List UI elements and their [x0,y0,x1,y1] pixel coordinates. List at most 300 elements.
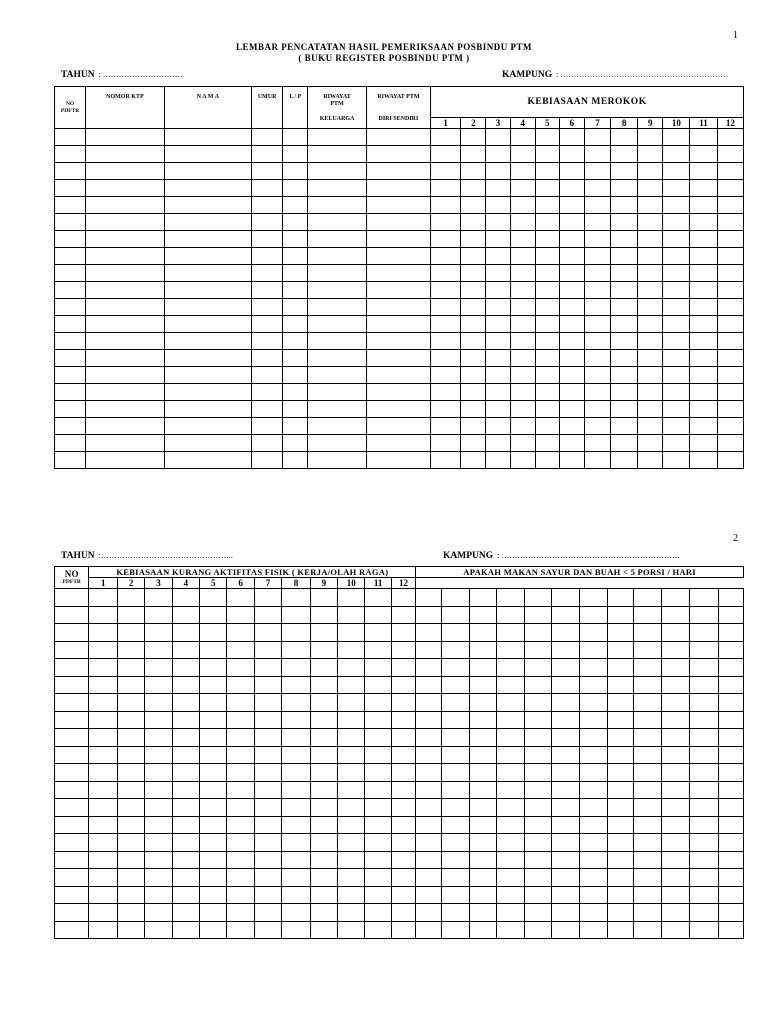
table-cell[interactable] [469,921,496,939]
table-cell[interactable] [366,435,430,452]
table-cell[interactable] [431,316,461,333]
table-cell[interactable] [690,418,717,435]
table-cell[interactable] [200,746,227,764]
table-cell[interactable] [559,265,584,282]
table-cell[interactable] [283,282,308,299]
table-cell[interactable] [164,282,251,299]
table-cell[interactable] [366,231,430,248]
table-cell[interactable] [365,746,391,764]
table-cell[interactable] [441,729,469,747]
table-cell[interactable] [252,316,283,333]
table-cell[interactable] [690,921,718,939]
table-cell[interactable] [607,886,633,904]
table-cell[interactable] [690,904,718,922]
table-cell[interactable] [486,129,510,146]
table-cell[interactable] [55,781,89,799]
table-cell[interactable] [524,641,551,659]
table-cell[interactable] [524,676,551,694]
table-cell[interactable] [365,904,391,922]
table-cell[interactable] [254,886,281,904]
table-cell[interactable] [283,231,308,248]
table-cell[interactable] [391,624,415,642]
table-cell[interactable] [308,299,366,316]
table-cell[interactable] [366,282,430,299]
table-cell[interactable] [690,886,718,904]
table-cell[interactable] [638,282,663,299]
table-cell[interactable] [611,401,638,418]
table-cell[interactable] [200,869,227,887]
table-cell[interactable] [86,350,164,367]
table-cell[interactable] [717,333,743,350]
table-cell[interactable] [584,129,610,146]
table-cell[interactable] [172,886,199,904]
table-cell[interactable] [607,921,633,939]
table-cell[interactable] [661,746,689,764]
table-cell[interactable] [283,333,308,350]
table-cell[interactable] [634,606,661,624]
table-cell[interactable] [310,676,337,694]
table-cell[interactable] [55,764,89,782]
kampung-field-2[interactable] [443,545,679,563]
table-cell[interactable] [55,129,86,146]
table-cell[interactable] [282,746,310,764]
table-cell[interactable] [164,333,251,350]
table-cell[interactable] [497,589,524,607]
table-cell[interactable] [254,711,281,729]
table-cell[interactable] [252,214,283,231]
table-cell[interactable] [690,746,718,764]
table-cell[interactable] [690,299,717,316]
table-cell[interactable] [282,659,310,677]
table-cell[interactable] [431,231,461,248]
table-cell[interactable] [535,350,559,367]
table-cell[interactable] [164,367,251,384]
table-cell[interactable] [172,869,199,887]
table-cell[interactable] [486,384,510,401]
table-cell[interactable] [717,180,743,197]
table-cell[interactable] [254,746,281,764]
table-cell[interactable] [661,589,689,607]
table-cell[interactable] [579,624,607,642]
table-cell[interactable] [524,781,551,799]
table-cell[interactable] [282,764,310,782]
table-cell[interactable] [391,606,415,624]
table-cell[interactable] [416,624,441,642]
table-cell[interactable] [338,921,365,939]
table-cell[interactable] [227,904,254,922]
table-cell[interactable] [55,834,89,852]
table-cell[interactable] [486,350,510,367]
table-cell[interactable] [690,869,718,887]
table-cell[interactable] [718,659,743,677]
table-cell[interactable] [164,316,251,333]
table-cell[interactable] [690,197,717,214]
table-cell[interactable] [416,921,441,939]
table-cell[interactable] [579,781,607,799]
table-cell[interactable] [365,659,391,677]
table-cell[interactable] [308,367,366,384]
table-cell[interactable] [461,418,486,435]
table-cell[interactable] [441,711,469,729]
table-cell[interactable] [611,248,638,265]
table-cell[interactable] [338,799,365,817]
table-cell[interactable] [559,316,584,333]
table-cell[interactable] [89,624,117,642]
table-cell[interactable] [227,589,254,607]
table-cell[interactable] [535,418,559,435]
table-cell[interactable] [89,659,117,677]
table-cell[interactable] [718,904,743,922]
table-cell[interactable] [690,316,717,333]
table-cell[interactable] [611,214,638,231]
table-cell[interactable] [611,367,638,384]
table-cell[interactable] [391,886,415,904]
table-cell[interactable] [431,282,461,299]
table-cell[interactable] [497,816,524,834]
table-cell[interactable] [310,641,337,659]
table-cell[interactable] [559,282,584,299]
table-cell[interactable] [172,676,199,694]
table-cell[interactable] [391,781,415,799]
table-cell[interactable] [55,418,86,435]
table-cell[interactable] [117,659,144,677]
table-cell[interactable] [634,764,661,782]
table-cell[interactable] [172,764,199,782]
table-cell[interactable] [89,869,117,887]
table-cell[interactable] [252,265,283,282]
table-cell[interactable] [310,799,337,817]
table-cell[interactable] [718,816,743,834]
table-cell[interactable] [579,641,607,659]
table-cell[interactable] [252,180,283,197]
table-cell[interactable] [690,282,717,299]
table-cell[interactable] [338,659,365,677]
table-cell[interactable] [55,265,86,282]
table-cell[interactable] [338,904,365,922]
table-cell[interactable] [55,711,89,729]
table-cell[interactable] [661,869,689,887]
table-cell[interactable] [661,694,689,712]
table-cell[interactable] [365,764,391,782]
table-cell[interactable] [611,265,638,282]
table-cell[interactable] [283,316,308,333]
table-cell[interactable] [690,350,717,367]
table-cell[interactable] [310,711,337,729]
table-cell[interactable] [227,886,254,904]
table-cell[interactable] [365,851,391,869]
table-cell[interactable] [638,146,663,163]
table-cell[interactable] [663,265,690,282]
table-cell[interactable] [552,781,579,799]
table-cell[interactable] [510,214,535,231]
table-cell[interactable] [717,214,743,231]
table-cell[interactable] [252,299,283,316]
table-cell[interactable] [282,641,310,659]
table-cell[interactable] [661,799,689,817]
table-cell[interactable] [717,146,743,163]
table-cell[interactable] [200,676,227,694]
table-cell[interactable] [469,659,496,677]
table-cell[interactable] [117,921,144,939]
table-cell[interactable] [661,659,689,677]
table-cell[interactable] [717,197,743,214]
table-cell[interactable] [416,694,441,712]
table-cell[interactable] [661,816,689,834]
table-cell[interactable] [55,282,86,299]
table-cell[interactable] [416,834,441,852]
table-cell[interactable] [510,248,535,265]
table-cell[interactable] [89,781,117,799]
table-cell[interactable] [254,799,281,817]
table-cell[interactable] [690,641,718,659]
table-cell[interactable] [310,764,337,782]
table-cell[interactable] [638,401,663,418]
table-cell[interactable] [661,606,689,624]
table-cell[interactable] [338,869,365,887]
table-cell[interactable] [717,350,743,367]
table-cell[interactable] [486,435,510,452]
table-cell[interactable] [441,606,469,624]
table-cell[interactable] [690,606,718,624]
table-cell[interactable] [338,729,365,747]
table-cell[interactable] [366,350,430,367]
table-cell[interactable] [55,694,89,712]
table-cell[interactable] [510,367,535,384]
table-cell[interactable] [227,816,254,834]
table-cell[interactable] [164,180,251,197]
table-cell[interactable] [717,231,743,248]
table-cell[interactable] [579,834,607,852]
table-cell[interactable] [552,799,579,817]
table-cell[interactable] [55,333,86,350]
table-cell[interactable] [416,711,441,729]
table-cell[interactable] [441,886,469,904]
table-cell[interactable] [283,163,308,180]
table-cell[interactable] [634,659,661,677]
table-cell[interactable] [497,729,524,747]
table-cell[interactable] [524,624,551,642]
table-cell[interactable] [86,163,164,180]
table-cell[interactable] [579,606,607,624]
table-cell[interactable] [634,624,661,642]
table-cell[interactable] [497,851,524,869]
table-cell[interactable] [86,418,164,435]
table-cell[interactable] [145,869,172,887]
table-cell[interactable] [535,299,559,316]
table-cell[interactable] [89,904,117,922]
table-cell[interactable] [638,299,663,316]
table-cell[interactable] [461,333,486,350]
table-cell[interactable] [497,711,524,729]
table-cell[interactable] [416,746,441,764]
table-cell[interactable] [607,904,633,922]
tahun-field-1[interactable] [61,64,183,82]
table-cell[interactable] [164,231,251,248]
table-cell[interactable] [663,282,690,299]
table-cell[interactable] [552,834,579,852]
table-cell[interactable] [308,180,366,197]
table-cell[interactable] [252,163,283,180]
table-cell[interactable] [200,886,227,904]
table-cell[interactable] [461,231,486,248]
table-cell[interactable] [172,694,199,712]
table-cell[interactable] [579,764,607,782]
table-cell[interactable] [690,214,717,231]
table-cell[interactable] [200,781,227,799]
table-cell[interactable] [584,197,610,214]
table-cell[interactable] [663,180,690,197]
table-cell[interactable] [486,401,510,418]
table-cell[interactable] [611,333,638,350]
table-cell[interactable] [55,921,89,939]
table-cell[interactable] [117,694,144,712]
table-cell[interactable] [172,851,199,869]
table-cell[interactable] [145,886,172,904]
table-cell[interactable] [283,418,308,435]
table-cell[interactable] [524,711,551,729]
table-cell[interactable] [416,676,441,694]
table-cell[interactable] [254,851,281,869]
table-cell[interactable] [416,904,441,922]
table-cell[interactable] [227,869,254,887]
table-cell[interactable] [89,746,117,764]
table-cell[interactable] [552,921,579,939]
table-cell[interactable] [497,799,524,817]
table-cell[interactable] [469,676,496,694]
table-cell[interactable] [663,214,690,231]
table-cell[interactable] [634,869,661,887]
table-cell[interactable] [634,694,661,712]
table-cell[interactable] [607,746,633,764]
table-cell[interactable] [611,129,638,146]
table-cell[interactable] [690,851,718,869]
table-cell[interactable] [431,367,461,384]
table-cell[interactable] [579,746,607,764]
table-cell[interactable] [117,711,144,729]
table-cell[interactable] [607,606,633,624]
table-cell[interactable] [461,350,486,367]
table-cell[interactable] [559,163,584,180]
table-cell[interactable] [486,418,510,435]
table-cell[interactable] [86,333,164,350]
table-cell[interactable] [607,729,633,747]
table-cell[interactable] [55,248,86,265]
table-cell[interactable] [663,333,690,350]
table-cell[interactable] [607,589,633,607]
table-cell[interactable] [200,921,227,939]
table-cell[interactable] [579,799,607,817]
table-cell[interactable] [469,606,496,624]
table-cell[interactable] [584,282,610,299]
table-cell[interactable] [145,676,172,694]
table-cell[interactable] [717,299,743,316]
table-cell[interactable] [638,214,663,231]
table-cell[interactable] [717,435,743,452]
table-cell[interactable] [535,180,559,197]
table-cell[interactable] [227,659,254,677]
table-cell[interactable] [461,435,486,452]
table-cell[interactable] [366,384,430,401]
table-cell[interactable] [164,197,251,214]
table-cell[interactable] [718,869,743,887]
table-cell[interactable] [638,435,663,452]
table-cell[interactable] [86,384,164,401]
table-cell[interactable] [461,384,486,401]
table-cell[interactable] [718,851,743,869]
table-cell[interactable] [718,624,743,642]
table-cell[interactable] [524,834,551,852]
table-cell[interactable] [145,711,172,729]
table-cell[interactable] [145,921,172,939]
table-cell[interactable] [690,265,717,282]
table-cell[interactable] [552,676,579,694]
table-cell[interactable] [391,816,415,834]
table-cell[interactable] [524,606,551,624]
table-cell[interactable] [86,129,164,146]
table-cell[interactable] [366,248,430,265]
table-cell[interactable] [283,265,308,282]
table-cell[interactable] [535,367,559,384]
table-cell[interactable] [145,694,172,712]
table-cell[interactable] [254,729,281,747]
table-cell[interactable] [164,214,251,231]
table-cell[interactable] [584,146,610,163]
table-cell[interactable] [638,418,663,435]
table-cell[interactable] [283,350,308,367]
table-cell[interactable] [579,676,607,694]
table-cell[interactable] [308,197,366,214]
table-cell[interactable] [431,418,461,435]
table-cell[interactable] [441,641,469,659]
table-cell[interactable] [227,799,254,817]
table-cell[interactable] [524,746,551,764]
table-cell[interactable] [607,624,633,642]
table-cell[interactable] [310,694,337,712]
kampung-field-1[interactable] [502,64,728,82]
table-cell[interactable] [690,659,718,677]
table-cell[interactable] [638,248,663,265]
table-cell[interactable] [117,606,144,624]
table-cell[interactable] [145,781,172,799]
table-cell[interactable] [717,384,743,401]
table-cell[interactable] [486,282,510,299]
table-cell[interactable] [366,197,430,214]
table-cell[interactable] [718,711,743,729]
table-cell[interactable] [86,316,164,333]
table-cell[interactable] [690,816,718,834]
table-cell[interactable] [486,248,510,265]
table-cell[interactable] [559,401,584,418]
table-cell[interactable] [252,401,283,418]
table-cell[interactable] [638,231,663,248]
table-cell[interactable] [164,452,251,469]
table-cell[interactable] [227,781,254,799]
table-cell[interactable] [559,197,584,214]
table-cell[interactable] [365,589,391,607]
table-cell[interactable] [89,694,117,712]
table-cell[interactable] [634,799,661,817]
table-cell[interactable] [661,886,689,904]
table-cell[interactable] [310,781,337,799]
table-cell[interactable] [227,746,254,764]
table-cell[interactable] [282,886,310,904]
table-cell[interactable] [663,146,690,163]
table-cell[interactable] [661,729,689,747]
table-cell[interactable] [282,851,310,869]
table-cell[interactable] [469,711,496,729]
table-cell[interactable] [416,869,441,887]
table-cell[interactable] [469,781,496,799]
